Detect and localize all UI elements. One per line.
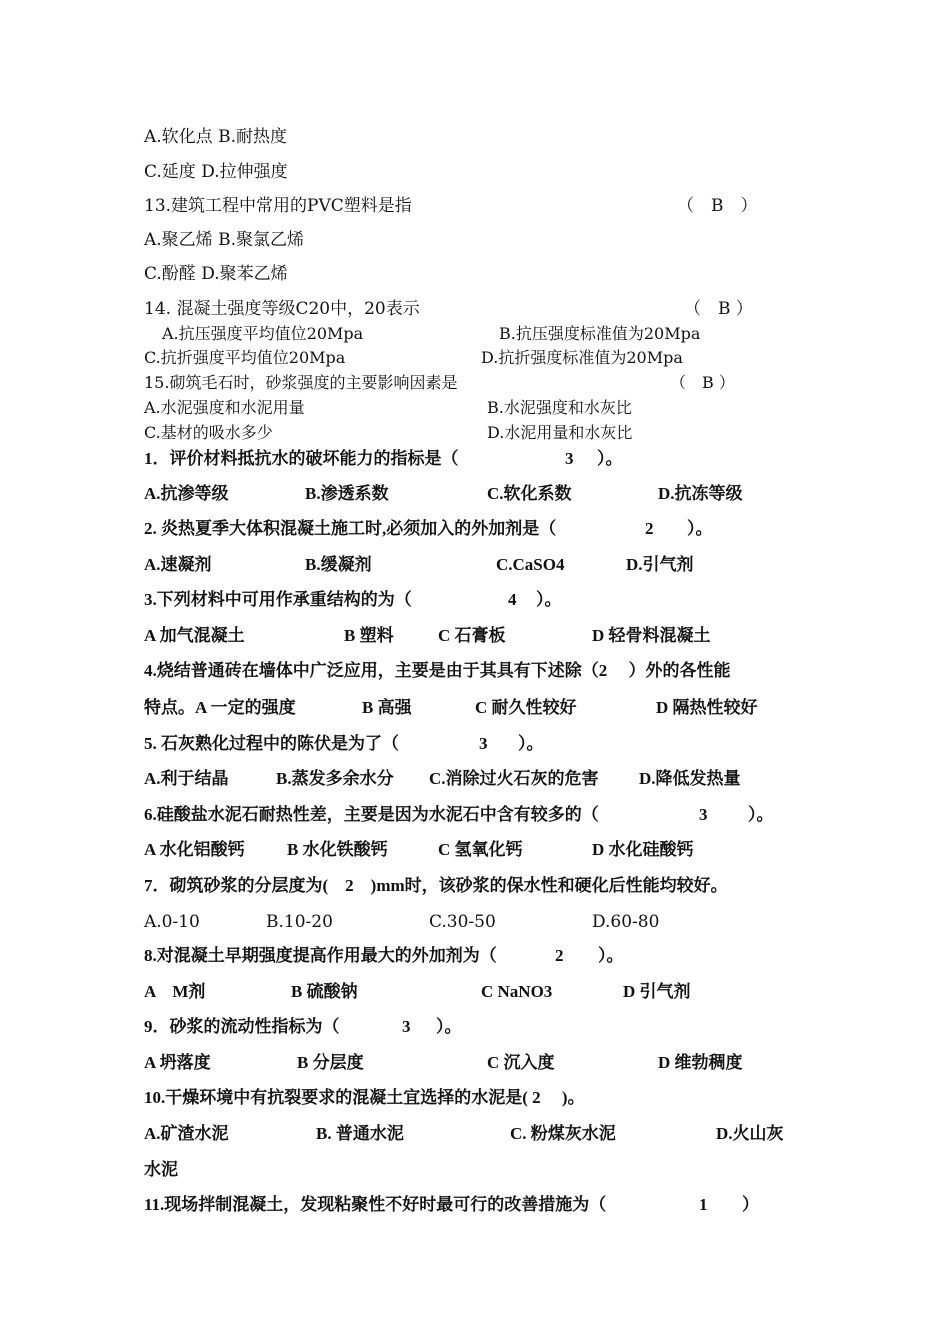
text-segment: B 硫酸钠 — [291, 982, 358, 1001]
text-segment: B.蒸发多余水分 — [276, 769, 394, 788]
text-segment: B 塑料 — [344, 626, 394, 645]
text-segment: A.软化点 B.耐热度 — [144, 127, 287, 147]
text-segment: 3 — [565, 449, 574, 468]
text-segment: ）。 — [436, 1017, 462, 1036]
text-segment: ）。 — [598, 946, 624, 965]
text-segment: 1 — [699, 1195, 708, 1214]
text-segment: 14. 混凝土强度等级C20中，20表示 — [144, 299, 420, 319]
text-segment: D 水化硅酸钙 — [592, 840, 694, 859]
text-segment: D 维勃稠度 — [658, 1053, 743, 1072]
text-segment: A.抗压强度平均值位20Mpa — [162, 324, 364, 343]
text-segment: 特点。A 一定的强度 — [144, 698, 296, 717]
text-segment: ）。 — [597, 449, 623, 468]
text-segment: B.渗透系数 — [305, 484, 389, 503]
text-segment: D.抗折强度标准值为20Mpa — [481, 348, 683, 367]
text-segment: C. 粉煤灰水泥 — [510, 1124, 616, 1143]
text-segment: C NaNO3 — [481, 982, 553, 1001]
text-segment: 8.对混凝土早期强度提高作用最大的外加剂为（ — [144, 946, 497, 965]
text-segment: C.延度 D.拉伸强度 — [144, 162, 288, 182]
text-segment: A.聚乙烯 B.聚氯乙烯 — [144, 230, 304, 250]
text-segment: C 沉入度 — [487, 1053, 555, 1072]
text-segment: B. 普通水泥 — [316, 1124, 404, 1143]
text-segment: D.水泥用量和水灰比 — [487, 423, 633, 442]
text-segment: ）。 — [748, 805, 774, 824]
text-segment: （ B ） — [677, 196, 758, 216]
text-segment: 水泥 — [144, 1160, 178, 1179]
text-segment: 3 — [402, 1017, 411, 1036]
text-segment: B.水泥强度和水灰比 — [487, 398, 632, 417]
text-segment: D.降低发热量 — [639, 769, 741, 788]
text-segment: ）。 — [536, 590, 562, 609]
text-segment: D 隔热性较好 — [656, 698, 758, 717]
text-segment: C 氢氧化钙 — [438, 840, 523, 859]
text-segment: D.引气剂 — [626, 555, 694, 574]
text-segment: A 加气混凝土 — [144, 626, 245, 645]
text-segment: 3 — [699, 805, 708, 824]
text-segment: B.抗压强度标准值为20Mpa — [499, 324, 701, 343]
text-segment: ）。 — [518, 734, 544, 753]
text-segment: C.30-50 — [429, 912, 496, 932]
text-segment: 10.干燥环境中有抗裂要求的混凝土宜选择的水泥是( 2 )。 — [144, 1088, 585, 1107]
text-segment: 4 — [508, 590, 517, 609]
text-segment: 11.现场拌制混凝土，发现粘聚性不好时最可行的改善措施为（ — [144, 1195, 607, 1214]
text-segment: C 石膏板 — [438, 626, 506, 645]
text-segment: D.60-80 — [592, 912, 660, 932]
text-segment: A M剂 — [144, 982, 206, 1001]
text-segment: C.基材的吸水多少 — [144, 423, 273, 442]
text-segment: B.缓凝剂 — [305, 555, 372, 574]
text-segment: A.0-10 — [144, 912, 200, 932]
text-segment: D.火山灰 — [716, 1124, 784, 1143]
text-segment: 5. 石灰熟化过程中的陈伏是为了（ — [144, 734, 399, 753]
text-segment: 1．评价材料抵抗水的破坏能力的指标是（ — [144, 449, 459, 468]
text-segment: 2. 炎热夏季大体积混凝土施工时,必须加入的外加剂是（ — [144, 519, 557, 538]
text-segment: D.抗冻等级 — [658, 484, 743, 503]
text-segment: 9．砂浆的流动性指标为（ — [144, 1017, 340, 1036]
text-segment: A.矿渣水泥 — [144, 1124, 229, 1143]
text-segment: 6.硅酸盐水泥石耐热性差，主要是因为水泥石中含有较多的（ — [144, 805, 599, 824]
text-segment: 7．砌筑砂浆的分层度为( 2 )mm时，该砂浆的保水性和硬化后性能均较好。 — [144, 876, 728, 895]
text-segment: B 水化铁酸钙 — [287, 840, 388, 859]
text-segment: C.CaSO4 — [496, 555, 565, 574]
text-segment: ）。 — [687, 519, 713, 538]
text-segment: 3.下列材料中可用作承重结构的为（ — [144, 590, 412, 609]
text-segment: D 轻骨料混凝土 — [592, 626, 711, 645]
text-segment: D 引气剂 — [623, 982, 691, 1001]
text-segment: （ B ） — [684, 299, 753, 319]
text-segment: 13.建筑工程中常用的PVC塑料是指 — [144, 196, 412, 216]
text-segment: A 水化铝酸钙 — [144, 840, 245, 859]
text-segment: B 分层度 — [297, 1053, 364, 1072]
text-segment: C.软化系数 — [487, 484, 572, 503]
text-segment: A.水泥强度和水泥用量 — [144, 398, 305, 417]
text-segment: 3 — [479, 734, 488, 753]
text-segment: 2 — [555, 946, 564, 965]
text-segment: （ B ） — [670, 373, 735, 392]
text-segment: A.利于结晶 — [144, 769, 229, 788]
text-segment: C 耐久性较好 — [475, 698, 577, 717]
text-segment: 2 — [645, 519, 654, 538]
text-segment: C.抗折强度平均值位20Mpa — [144, 348, 346, 367]
text-segment: C.消除过火石灰的危害 — [429, 769, 599, 788]
text-segment: 4.烧结普通砖在墙体中广泛应用，主要是由于其具有下述除（2 ）外的各性能 — [144, 661, 731, 680]
text-segment: ） — [742, 1195, 759, 1214]
text-segment: B 高强 — [362, 698, 412, 717]
text-segment: A.速凝剂 — [144, 555, 212, 574]
text-segment: 15.砌筑毛石时，砂浆强度的主要影响因素是 — [144, 373, 458, 392]
text-segment: A.抗渗等级 — [144, 484, 229, 503]
text-segment: B.10-20 — [266, 912, 333, 932]
text-segment: C.酚醛 D.聚苯乙烯 — [144, 264, 288, 284]
text-segment: A 坍落度 — [144, 1053, 211, 1072]
